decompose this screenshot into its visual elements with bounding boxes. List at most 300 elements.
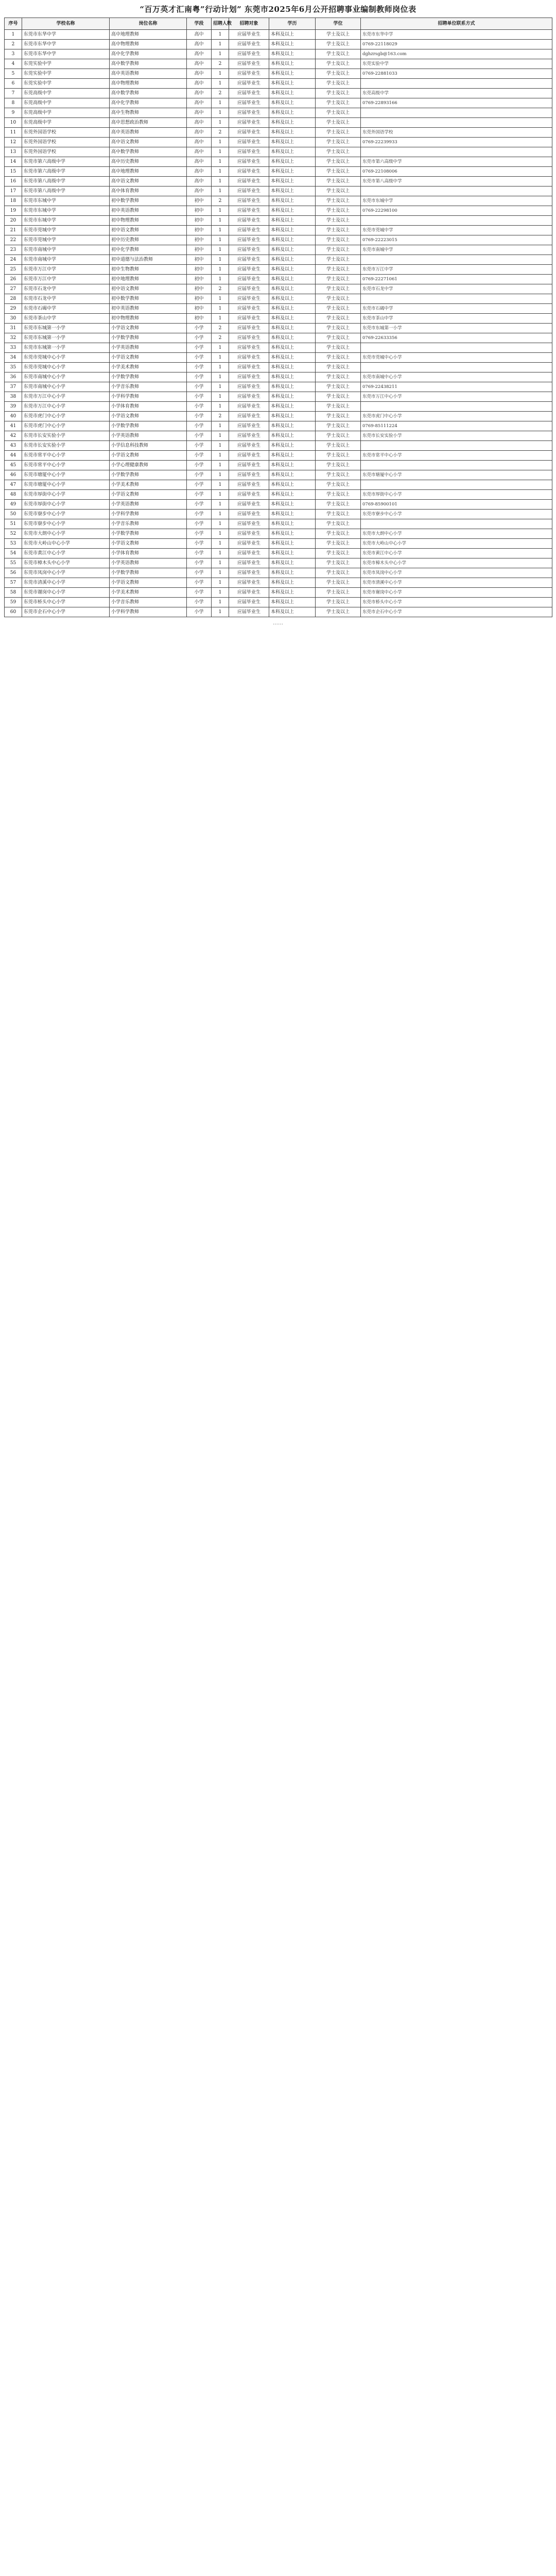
row-grade: 高中 [187,157,212,167]
table-row [5,353,552,363]
table-row [5,245,552,255]
row-index: 41 [5,421,22,431]
row-position: 高中语文教师 [110,138,187,147]
row-degree: 学士及以上 [316,510,361,519]
table-row [5,177,552,187]
row-index: 45 [5,461,22,470]
row-index: 50 [5,510,22,519]
row-degree: 学士及以上 [316,216,361,226]
row-grade: 小学 [187,568,212,578]
row-position: 小学心理健康教师 [110,461,187,470]
row-grade: 小学 [187,558,212,568]
row-position: 小学语文教师 [110,451,187,461]
row-school: 东莞市企石中心小学 [22,607,110,617]
row-count: 1 [212,382,229,392]
row-position: 高中地理教师 [110,167,187,177]
row-education: 本科及以上 [269,480,316,490]
row-target: 应届毕业生 [229,353,269,363]
row-position: 小学科学教师 [110,510,187,519]
row-target: 应届毕业生 [229,304,269,314]
row-contact: 0769-22239933 [361,138,552,147]
row-education: 本科及以上 [269,343,316,353]
row-degree: 学士及以上 [316,89,361,98]
row-degree: 学士及以上 [316,549,361,558]
row-degree: 学士及以上 [316,108,361,118]
row-contact [361,461,552,470]
row-count: 1 [212,187,229,196]
row-count: 1 [212,363,229,372]
table-row [5,549,552,558]
row-position: 高中数学教师 [110,89,187,98]
row-education: 本科及以上 [269,490,316,500]
header-degree: 学位 [316,18,361,30]
row-index: 35 [5,363,22,372]
row-education: 本科及以上 [269,30,316,40]
row-index: 33 [5,343,22,353]
row-contact: 东莞市虎门中心小学 [361,412,552,421]
row-position: 初中数学教师 [110,196,187,206]
table-row [5,607,552,617]
row-index: 44 [5,451,22,461]
row-contact: 东莞市大岭山中心小学 [361,539,552,549]
row-contact: 0769-85900101 [361,500,552,510]
row-target: 应届毕业生 [229,118,269,128]
row-target: 应届毕业生 [229,480,269,490]
row-position: 小学英语教师 [110,500,187,510]
row-degree: 学士及以上 [316,59,361,69]
row-index: 25 [5,265,22,275]
row-education: 本科及以上 [269,304,316,314]
row-school: 东莞实验中学 [22,79,110,89]
row-target: 应届毕业生 [229,324,269,333]
row-school: 东莞市万江中学 [22,265,110,275]
row-position: 初中道德与法治教师 [110,255,187,265]
row-count: 1 [212,245,229,255]
row-degree: 学士及以上 [316,598,361,607]
row-grade: 高中 [187,30,212,40]
row-grade: 初中 [187,265,212,275]
row-count: 1 [212,490,229,500]
row-contact [361,255,552,265]
row-target: 应届毕业生 [229,607,269,617]
row-school: 东莞市莞城中学 [22,226,110,235]
row-position: 初中物理教师 [110,216,187,226]
row-index: 6 [5,79,22,89]
row-grade: 高中 [187,167,212,177]
row-index: 49 [5,500,22,510]
row-count: 2 [212,333,229,343]
row-contact: 东莞市厚街中心小学 [361,490,552,500]
row-education: 本科及以上 [269,461,316,470]
row-school: 东莞市第六高级中学 [22,157,110,167]
table-row [5,128,552,138]
row-grade: 小学 [187,421,212,431]
row-degree: 学士及以上 [316,392,361,402]
row-count: 1 [212,177,229,187]
job-table [4,18,552,617]
table-row [5,314,552,324]
header-education: 学历 [269,18,316,30]
row-school: 东莞市南城中心小学 [22,382,110,392]
row-contact [361,79,552,89]
row-degree: 学士及以上 [316,382,361,392]
row-contact: 东莞市东城第一小学 [361,324,552,333]
row-degree: 学士及以上 [316,607,361,617]
row-contact: 东莞市第六高级中学 [361,157,552,167]
row-count: 1 [212,343,229,353]
row-contact: 东莞市东华中学 [361,30,552,40]
row-index: 27 [5,284,22,294]
row-index: 4 [5,59,22,69]
header-target: 招聘对象 [229,18,269,30]
row-education: 本科及以上 [269,79,316,89]
row-target: 应届毕业生 [229,392,269,402]
row-degree: 学士及以上 [316,294,361,304]
row-grade: 小学 [187,549,212,558]
table-row [5,284,552,294]
row-grade: 小学 [187,480,212,490]
row-degree: 学士及以上 [316,226,361,235]
row-grade: 高中 [187,79,212,89]
row-grade: 小学 [187,392,212,402]
row-degree: 学士及以上 [316,196,361,206]
row-school: 东莞市莞城中学 [22,235,110,245]
row-degree: 学士及以上 [316,461,361,470]
row-contact [361,216,552,226]
row-position: 小学科学教师 [110,392,187,402]
row-count: 1 [212,157,229,167]
row-contact: 东莞市大朗中心小学 [361,529,552,539]
table-row [5,108,552,118]
table-row [5,147,552,157]
table-row [5,89,552,98]
row-degree: 学士及以上 [316,451,361,461]
row-grade: 小学 [187,451,212,461]
row-target: 应届毕业生 [229,187,269,196]
row-index: 48 [5,490,22,500]
row-degree: 学士及以上 [316,314,361,324]
row-target: 应届毕业生 [229,49,269,59]
table-row [5,216,552,226]
row-index: 30 [5,314,22,324]
table-row [5,578,552,588]
row-school: 东莞市大岭山中心小学 [22,539,110,549]
row-school: 东莞市万江中心小学 [22,402,110,412]
row-count: 1 [212,568,229,578]
row-school: 东莞高级中学 [22,98,110,108]
row-education: 本科及以上 [269,275,316,284]
row-count: 1 [212,392,229,402]
row-school: 东莞市常平中心小学 [22,451,110,461]
row-education: 本科及以上 [269,441,316,451]
row-grade: 小学 [187,343,212,353]
row-count: 1 [212,500,229,510]
row-grade: 小学 [187,519,212,529]
table-row [5,598,552,607]
row-degree: 学士及以上 [316,539,361,549]
row-target: 应届毕业生 [229,558,269,568]
row-contact [361,402,552,412]
row-school: 东莞市石碣中学 [22,304,110,314]
row-target: 应届毕业生 [229,255,269,265]
row-school: 东莞市茶山中学 [22,314,110,324]
row-count: 1 [212,558,229,568]
row-degree: 学士及以上 [316,128,361,138]
row-contact [361,187,552,196]
table-row [5,480,552,490]
row-grade: 小学 [187,588,212,598]
row-degree: 学士及以上 [316,98,361,108]
row-degree: 学士及以上 [316,480,361,490]
row-education: 本科及以上 [269,529,316,539]
row-position: 小学英语教师 [110,431,187,441]
row-index: 60 [5,607,22,617]
row-count: 2 [212,412,229,421]
row-school: 东莞实验中学 [22,69,110,79]
row-index: 46 [5,470,22,480]
row-school: 东莞市清溪中心小学 [22,578,110,588]
row-school: 东莞市东城中学 [22,206,110,216]
row-index: 39 [5,402,22,412]
row-count: 1 [212,519,229,529]
row-grade: 小学 [187,372,212,382]
row-grade: 高中 [187,108,212,118]
row-education: 本科及以上 [269,431,316,441]
row-count: 2 [212,59,229,69]
row-school: 东莞市寮步中心小学 [22,519,110,529]
row-index: 16 [5,177,22,187]
row-grade: 初中 [187,294,212,304]
row-index: 14 [5,157,22,167]
row-education: 本科及以上 [269,69,316,79]
row-position: 高中地理教师 [110,30,187,40]
row-contact: 0769-85111224 [361,421,552,431]
row-school: 东莞市第八高级中学 [22,187,110,196]
table-row [5,30,552,40]
row-degree: 学士及以上 [316,138,361,147]
row-grade: 小学 [187,441,212,451]
row-count: 1 [212,441,229,451]
row-degree: 学士及以上 [316,177,361,187]
row-grade: 小学 [187,598,212,607]
row-school: 东莞市谢岗中心小学 [22,588,110,598]
row-count: 1 [212,275,229,284]
row-school: 东莞市东城第一小学 [22,343,110,353]
row-grade: 初中 [187,304,212,314]
row-position: 小学体育教师 [110,402,187,412]
row-index: 28 [5,294,22,304]
row-count: 2 [212,89,229,98]
table-row [5,529,552,539]
row-grade: 高中 [187,69,212,79]
row-target: 应届毕业生 [229,40,269,49]
row-contact: 0769-22223015 [361,235,552,245]
row-education: 本科及以上 [269,539,316,549]
row-count: 1 [212,598,229,607]
row-position: 小学语文教师 [110,412,187,421]
table-row [5,519,552,529]
row-degree: 学士及以上 [316,235,361,245]
row-contact [361,363,552,372]
row-degree: 学士及以上 [316,558,361,568]
row-count: 1 [212,255,229,265]
row-target: 应届毕业生 [229,235,269,245]
row-count: 1 [212,138,229,147]
row-position: 小学数学教师 [110,333,187,343]
row-education: 本科及以上 [269,598,316,607]
row-degree: 学士及以上 [316,490,361,500]
row-position: 小学科学教师 [110,607,187,617]
row-school: 东莞市黄江中心小学 [22,549,110,558]
row-contact: 东莞市常平中心小学 [361,451,552,461]
row-count: 1 [212,49,229,59]
row-contact: 东莞市寮步中心小学 [361,510,552,519]
row-grade: 初中 [187,226,212,235]
row-target: 应届毕业生 [229,470,269,480]
row-target: 应届毕业生 [229,128,269,138]
table-row [5,461,552,470]
row-grade: 初中 [187,216,212,226]
row-contact: 0769-22881033 [361,69,552,79]
row-degree: 学士及以上 [316,157,361,167]
row-school: 东莞市长安实验小学 [22,441,110,451]
row-target: 应届毕业生 [229,245,269,255]
row-position: 初中英语教师 [110,206,187,216]
row-school: 东莞市南城中心小学 [22,372,110,382]
row-contact: 东莞市茶山中学 [361,314,552,324]
row-degree: 学士及以上 [316,431,361,441]
table-header-row [5,18,552,30]
row-school: 东莞市第八高级中学 [22,177,110,187]
row-school: 东莞市南城中学 [22,255,110,265]
row-degree: 学士及以上 [316,275,361,284]
row-target: 应届毕业生 [229,441,269,451]
table-row [5,49,552,59]
row-education: 本科及以上 [269,59,316,69]
row-position: 小学信息科技教师 [110,441,187,451]
row-contact: 0769-22633356 [361,333,552,343]
row-position: 小学语文教师 [110,539,187,549]
table-row [5,412,552,421]
row-index: 38 [5,392,22,402]
row-count: 1 [212,470,229,480]
row-position: 小学美术教师 [110,480,187,490]
row-contact: dghzrsgb@163.com [361,49,552,59]
row-degree: 学士及以上 [316,49,361,59]
row-education: 本科及以上 [269,147,316,157]
row-degree: 学士及以上 [316,412,361,421]
row-grade: 高中 [187,147,212,157]
row-target: 应届毕业生 [229,451,269,461]
row-index: 29 [5,304,22,314]
row-position: 小学数学教师 [110,470,187,480]
row-school: 东莞市厚街中心小学 [22,490,110,500]
row-education: 本科及以上 [269,558,316,568]
row-grade: 小学 [187,578,212,588]
footer-note: …… [273,620,283,626]
table-row [5,275,552,284]
row-education: 本科及以上 [269,333,316,343]
row-contact [361,480,552,490]
row-index: 31 [5,324,22,333]
row-school: 东莞市东城第一小学 [22,333,110,343]
table-row [5,363,552,372]
row-education: 本科及以上 [269,216,316,226]
row-position: 初中历史教师 [110,235,187,245]
row-grade: 小学 [187,500,212,510]
row-school: 东莞市凤岗中心小学 [22,568,110,578]
row-degree: 学士及以上 [316,421,361,431]
row-grade: 小学 [187,529,212,539]
row-grade: 小学 [187,382,212,392]
row-position: 初中英语教师 [110,304,187,314]
row-contact [361,147,552,157]
row-school: 东莞高级中学 [22,108,110,118]
row-index: 34 [5,353,22,363]
header-count: 招聘人数 [212,18,229,30]
row-position: 初中语文教师 [110,284,187,294]
row-school: 东莞市莞城中心小学 [22,363,110,372]
row-school: 东莞市万江中学 [22,275,110,284]
row-degree: 学士及以上 [316,304,361,314]
row-grade: 小学 [187,539,212,549]
job-table-container [0,18,556,629]
row-count: 1 [212,294,229,304]
row-count: 1 [212,304,229,314]
row-index: 42 [5,431,22,441]
row-contact: 0769-22118029 [361,40,552,49]
row-education: 本科及以上 [269,40,316,49]
row-target: 应届毕业生 [229,275,269,284]
row-target: 应届毕业生 [229,421,269,431]
row-count: 1 [212,510,229,519]
row-contact: 东莞市凤岗中心小学 [361,568,552,578]
row-grade: 高中 [187,138,212,147]
row-target: 应届毕业生 [229,265,269,275]
row-degree: 学士及以上 [316,284,361,294]
row-grade: 初中 [187,275,212,284]
row-contact: 东莞市莞城中学 [361,226,552,235]
table-row [5,382,552,392]
row-count: 1 [212,578,229,588]
table-row [5,539,552,549]
row-count: 1 [212,529,229,539]
row-target: 应届毕业生 [229,549,269,558]
table-row [5,324,552,333]
row-contact: 东莞市桥头中心小学 [361,598,552,607]
row-index: 2 [5,40,22,49]
table-row [5,235,552,245]
row-contact: 东莞外国语学校 [361,128,552,138]
row-contact: 0769-22271061 [361,275,552,284]
row-position: 高中英语教师 [110,69,187,79]
row-target: 应届毕业生 [229,226,269,235]
row-index: 47 [5,480,22,490]
row-position: 小学音乐教师 [110,519,187,529]
row-contact: 东莞市东城中学 [361,196,552,206]
row-target: 应届毕业生 [229,196,269,206]
row-education: 本科及以上 [269,412,316,421]
row-contact [361,294,552,304]
row-school: 东莞市常平中心小学 [22,461,110,470]
row-education: 本科及以上 [269,607,316,617]
row-degree: 学士及以上 [316,69,361,79]
row-grade: 小学 [187,490,212,500]
row-school: 东莞市东华中学 [22,49,110,59]
table-row [5,265,552,275]
row-count: 1 [212,402,229,412]
row-count: 1 [212,216,229,226]
